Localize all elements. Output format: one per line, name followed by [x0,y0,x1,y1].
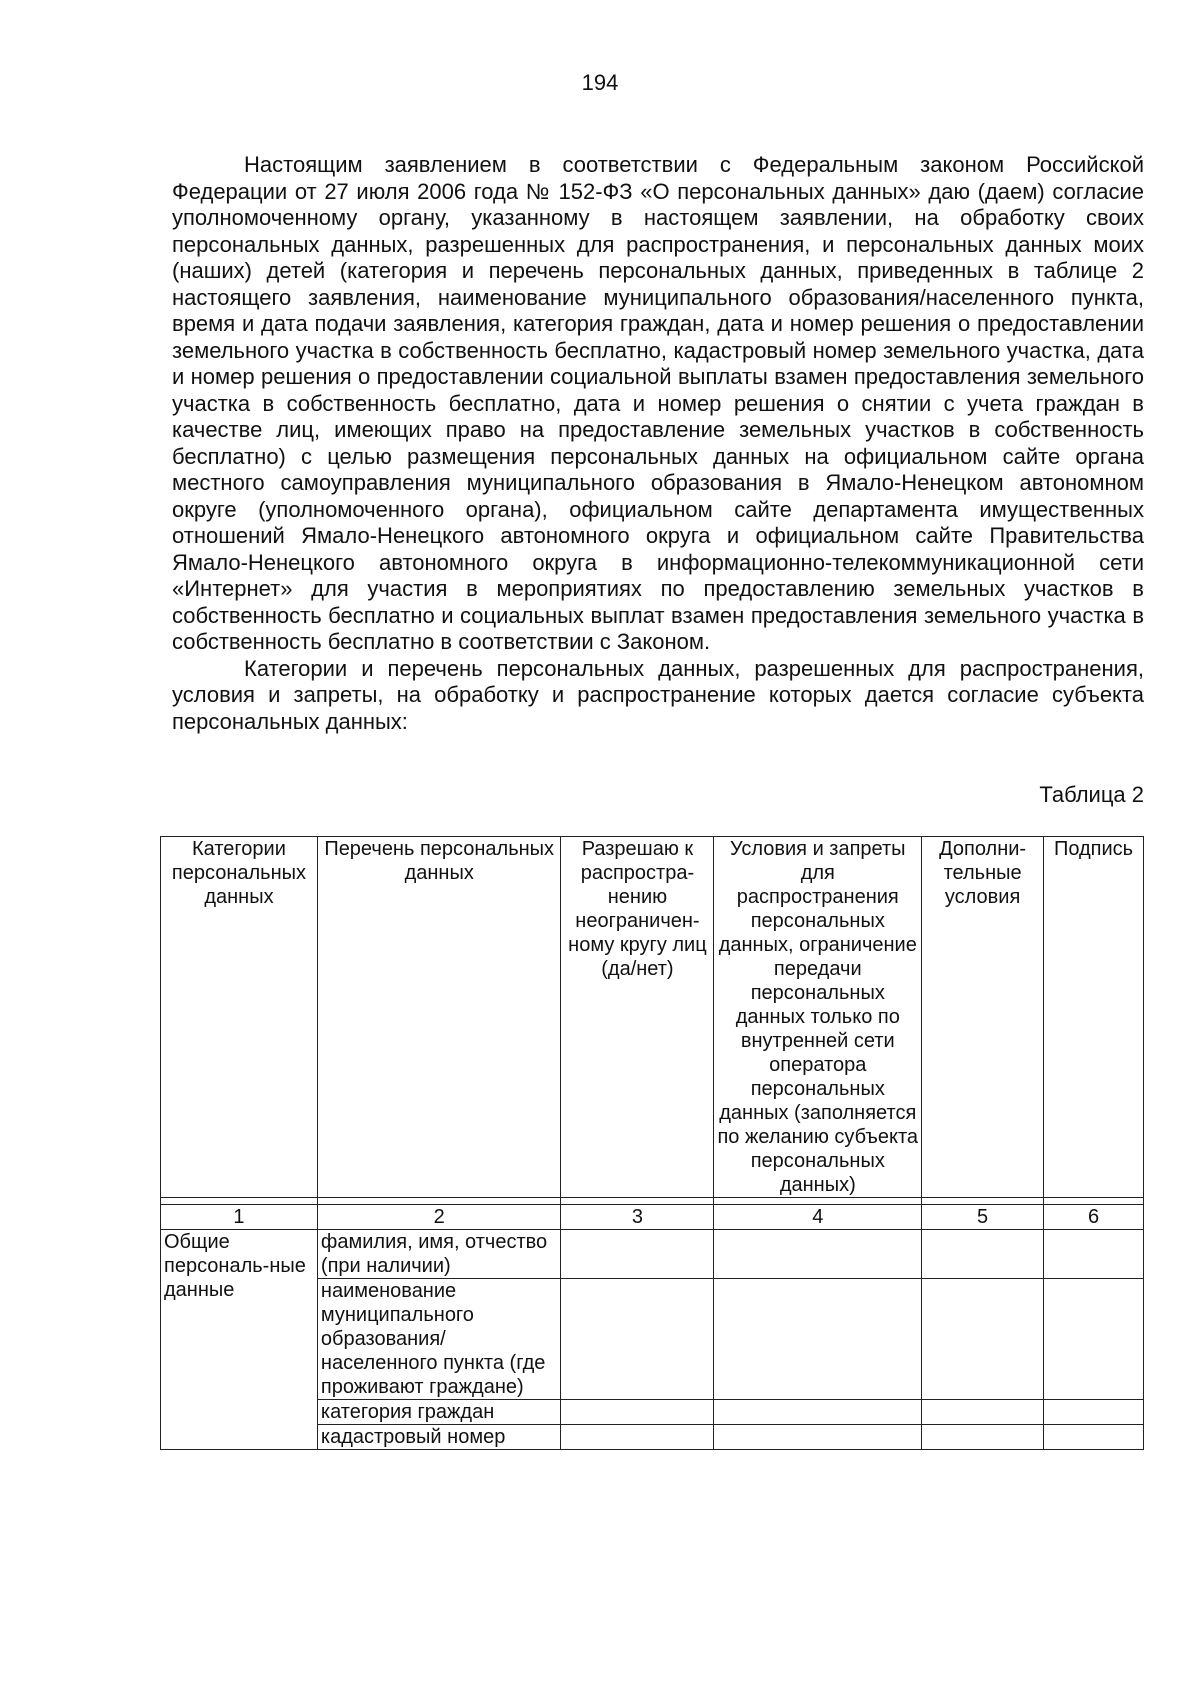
additional-cell[interactable] [922,1425,1044,1450]
personal-data-table [160,836,1144,1450]
signature-cell[interactable] [1044,1425,1144,1450]
column-number: 1 [161,1205,318,1230]
column-number: 2 [317,1205,561,1230]
categories-paragraph: Категории и перечень персональных данных, разрешенных для распространения, условия и запреты, на обработку и распространение которых дается согласие субъекта персональных данных: [172,655,1144,734]
consent-paragraph: Настоящим заявлением в соответствии с Федеральным законом Российской Федерации от 27 июля 2006 года № 152-ФЗ «О персональных данных» даю (даем) согласие уполномоченному органу, указанному в настоящем заявлении, на обработку своих персональных данных, разрешенных для распространения, и персональных данных моих (наших) детей (категория и перечень персональных данных, приведенных в таблице 2 настоящего заявления, наименование муниципального образования/населенного пункта, время и дата подачи заявления, категория граждан, дата и номер решения о предоставлении земельного участка в собственность бесплатно, кадастровый номер земельного участка, дата и номер решения о предоставлении социальной выплаты взамен предоставления земельного участка в собственность бесплатно, дата и номер решения о снятии с учета граждан в качестве лиц, имеющих право на предоставление земельных участков в собственность бесплатно) с целью размещения персональных данных на официальном сайте органа местного самоуправления муниципального образования в Ямало-Ненецком автономном округе (уполномоченного органа), официальном сайте департамента имущественных отношений Ямало-Ненецкого автономного округа и официальном сайте Правительства Ямало-Ненецкого автономного округа в информационно-телекоммуникационной сети «Интернет» для участия в мероприятиях по предоставлению земельных участков в собственность бесплатно и социальных выплат взамен предоставления земельного участка в собственность бесплатно в соответствии с Законом. [172,152,1144,654]
column-number: 6 [1044,1205,1144,1230]
conditions-cell[interactable] [714,1230,922,1279]
header-list: Перечень персональных данных [317,837,561,1198]
column-number-row [161,1205,1144,1230]
permission-cell[interactable] [561,1425,714,1450]
item-cell: наименование муниципального образования/ населенного пункта (где проживают граждане) [317,1279,561,1400]
additional-cell[interactable] [922,1230,1044,1279]
table-row [161,1230,1144,1279]
additional-cell[interactable] [922,1279,1044,1400]
table-gap-row [161,1198,1144,1205]
additional-cell[interactable] [922,1400,1044,1425]
category-cell: Общие персональ-ные данные [161,1230,318,1450]
permission-cell[interactable] [561,1400,714,1425]
header-categories: Категории персональных данных [161,837,318,1198]
document-body [172,152,1144,735]
header-signature: Подпись [1044,837,1144,1198]
signature-cell[interactable] [1044,1279,1144,1400]
item-cell: фамилия, имя, отчество (при наличии) [317,1230,561,1279]
item-cell: кадастровый номер [317,1425,561,1450]
header-permission: Разрешаю к распростра-нению неограничен-ному кругу лиц (да/нет) [561,837,714,1198]
header-conditions: Условия и запреты для распространения персональных данных, ограничение передачи персональных данных только по внутренней сети оператора персональных данных (заполняется по желанию субъекта персональных данных) [714,837,922,1198]
table-label: Таблица 2 [1039,782,1144,807]
column-number: 3 [561,1205,714,1230]
signature-cell[interactable] [1044,1230,1144,1279]
table-header-row [161,837,1144,1198]
permission-cell[interactable] [561,1230,714,1279]
item-cell: категория граждан [317,1400,561,1425]
header-additional: Дополни-тельные условия [922,837,1044,1198]
conditions-cell[interactable] [714,1400,922,1425]
signature-cell[interactable] [1044,1400,1144,1425]
column-number: 4 [714,1205,922,1230]
column-number: 5 [922,1205,1044,1230]
conditions-cell[interactable] [714,1425,922,1450]
page-number: 194 [581,70,619,95]
permission-cell[interactable] [561,1279,714,1400]
conditions-cell[interactable] [714,1279,922,1400]
